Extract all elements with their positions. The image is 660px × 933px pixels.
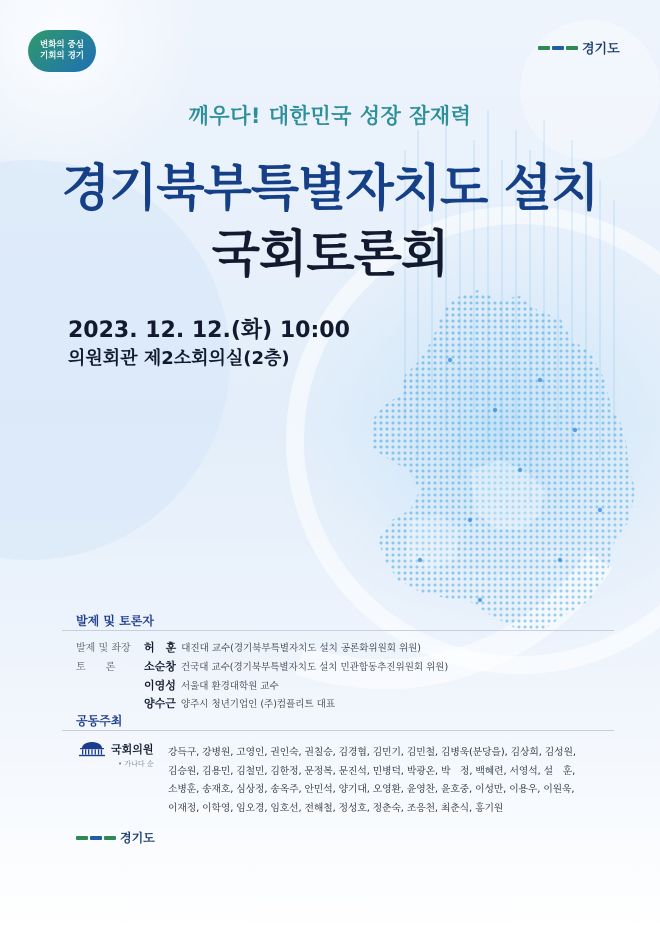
speaker-row xyxy=(76,658,448,674)
gyeonggi-logo-top xyxy=(538,38,620,57)
badge-line-1: 변화의 중심 xyxy=(39,40,84,50)
national-assembly-logo xyxy=(76,741,154,757)
speaker-affiliation: 양주시 청년기업인 (주)컴플리트 대표 xyxy=(180,699,336,710)
national-assembly-icon xyxy=(76,741,108,757)
members-line: 강득구, 강병원, 고영인, 권인숙, 권칠승, 김경협, 김민기, 김민철, 김병욱(분당을), 김상희, 김성원, xyxy=(168,747,576,758)
gyeonggi-logo-text: 경기도 xyxy=(582,42,620,57)
speaker-name: 이영성 xyxy=(144,679,176,692)
slogan-badge xyxy=(28,30,96,72)
speaker-role: 발제 및 좌장 xyxy=(76,643,131,654)
hosts-section-label: 공동주최 xyxy=(76,714,123,728)
members-line: 이재정, 이학영, 임오경, 임호선, 전해철, 정성호, 정춘숙, 조응천, 최춘식, 홍기원 xyxy=(168,802,504,814)
speaker-role: 토 론 xyxy=(76,662,116,673)
speaker-name: 양수근 xyxy=(144,697,176,710)
speaker-row xyxy=(76,639,421,655)
assembly-members-list xyxy=(168,744,608,818)
speaker-affiliation: 건국대 교수(경기북부특별자치도 설치 민관합동추진위원회 위원) xyxy=(180,662,449,673)
speakers-section-label: 발제 및 토론자 xyxy=(76,614,154,628)
title-line-1: 경기북부특별자치도 설치 xyxy=(61,159,599,217)
gyeonggi-logo-icon xyxy=(76,836,116,840)
members-line: 소병훈, 송재호, 심상정, 송옥주, 안민석, 양기대, 오영환, 윤영찬, 윤호중, 이성만, 이용우, 이원욱, xyxy=(168,784,575,796)
event-venue: 의원회관 제2소회의실(2층) xyxy=(68,348,290,369)
speaker-affiliation: 서울대 환경대학원 교수 xyxy=(180,681,279,692)
title-line-2: 국회토론회 xyxy=(211,225,449,283)
speaker-row xyxy=(76,677,279,693)
subtitle: 깨우다! 대한민국 성장 잠재력 xyxy=(188,104,472,128)
gyeonggi-logo-icon xyxy=(538,46,578,50)
alphabetical-note: • 가나다 순 xyxy=(118,760,154,768)
speaker-affiliation: 대진대 교수(경기북부특별자치도 설치 공론화위원회 위원) xyxy=(181,643,422,654)
gyeonggi-logo-bottom xyxy=(76,829,155,846)
event-datetime: 2023. 12. 12.(화) 10:00 xyxy=(68,318,350,343)
gyeonggi-logo-text: 경기도 xyxy=(120,831,155,845)
speaker-name: 소순창 xyxy=(144,660,176,673)
members-line: 김승원, 김용민, 김철민, 김한정, 문정복, 문진석, 민병덕, 박광온, 박 정, 백혜련, 서영석, 설 훈, xyxy=(168,765,576,777)
badge-line-2: 기회의 경기 xyxy=(39,51,84,61)
speaker-row xyxy=(76,695,335,711)
national-assembly-label: 국회의원 xyxy=(111,743,154,756)
hosts-divider xyxy=(62,730,614,731)
speaker-name: 허 훈 xyxy=(144,641,177,654)
speakers-divider xyxy=(62,630,614,631)
